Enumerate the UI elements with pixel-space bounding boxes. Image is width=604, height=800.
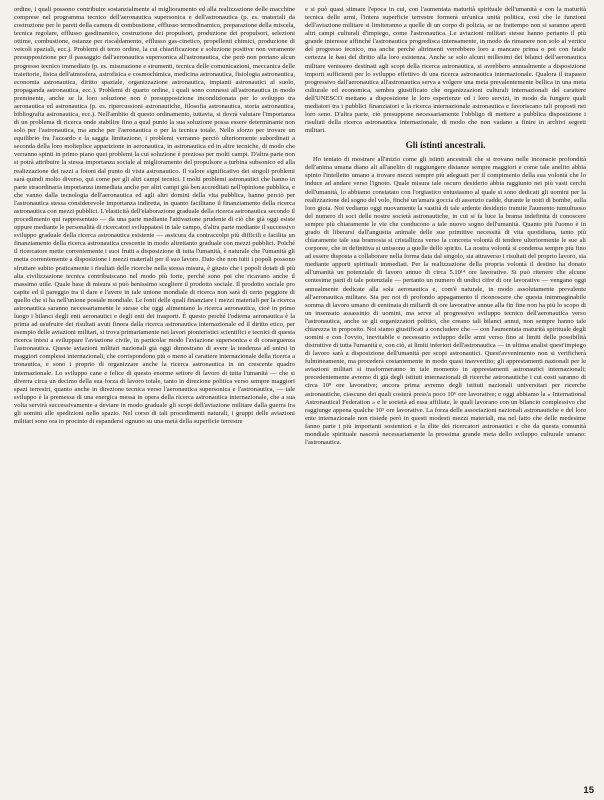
right-text-column	[305, 6, 586, 792]
page-number: 15	[583, 785, 594, 796]
body-paragraph: Ho tentato di mostrare all'inizio come gli istinti ancestrali che si trovano nelle inconscie profondità dell'anima umana diano ali all'anelito di raggiungere distanze sempre maggiori e come tale anelito abbia spinto l'intelletto umano a trovare mezzi sempre più adeguati per il compimento della sua volontà che lo induce ad andare verso l'ignoto. Quale misura tale oscuro desiderio abbia raggiunto nei più vasti cerchi dell'umanità, lo abbiamo constatato con l'orgiastico entusiasmo al quale si sono dedicati gli uomini per la realizzazione del sogno del volo, finché un'amara goccia di assenzio cadde, durante le notti di bombe, sulla loro gioia. Noi vediamo oggi nuovamente la vastità di tale ardente desiderio tramite l'aumento tumultuoso del numero di soci delle nostre società astronautiche, in cui si fa luce la brama indefinita di conoscere sempre più chiaramente le vie che conducono a tale nuovo sogno dell'umanità. Quanto più l'uomo è in grado di liberarsi dall'angustia animale delle sue primitive necessità di vita quotidiana, tanto più chiaramente tale sua bramosia si cristallizza verso la concreta volontà di tendere ulteriormente le sue ali corporee, che in definitiva si unissono a quelle dello spirito. La nostra volontà si condensa sempre più fino ad essere disposta a collaborare nella forma data dal singolo, sia attraverso i risultati del proprio lavoro, sia mediante apporti spirituali immediati. Per la realizzazione della propria volontà il destino ha donato all'umanità un potenziale di lavoro annuo di circa 5.10¹⁴ ore lavorative. Si può ritenere che alcune centesime parti di tale potenziale — pertanto un numero di undici cifre di ore lavorative — vengano oggi annualmente dedicate alla sola aeronautica e, com'è naturale, in modo assolutamente prevalente all'aeronautica militare. Sia per noi di profondo appagamento il riconoscere che questa inimmaginabile somma di lavoro umano di centinaia di miliardi di ore lavorative annue alla fin fine non ha più lo scopo di un insensato assassinio di uomini, ma serve al progressivo sviluppo tecnico dell'aeronautica verso l'astronautica, anche se gli organizzatori politici, che creano tali bilanci annui, non sempre hanno tale chiarezza in proposito. Noi siamo giustificati a concludere che — con l'aumentata maturità spirituale degli uomini e con l'ovvio, inevitabile e necessario sviluppo delle armi verso fino ai limiti delle possibilità distruttive di tutta l'umanità e, con ciò, ai limiti inferiori dell'astronautica — in ultima analisi quest'impiego di lavoro sarà a disposizione dell'umanità per scopi astronautici. Quest'avvenimento non si verificherà fulmineamente, ma procederà costantemente in modo quasi inavvertito; gli apprestamenti nazionali per le aviazioni militari si trasformeranno in tale momento in apprestamenti astronautici internazionali; precedentemente avremo di già degli istituti internazionali di ricerche astronautiche i cui costi saranno di circa 10⁸ ore lavorative; ancora prima avremo degli istituti nazionali universitari per ricerche astronautiche, ciascuno dei quali costerà press'a poco 10⁶ ore lavorative; e oggi abbiamo la « International Astronautical Federation » e le società ad essa affiliate, le quali lavorano con un bilancio complessivo che raggiunge appena qualche 10⁵ ore lavorative. La forza delle associazioni nazionali astronautiche e del loro ente internazionale non risiede però in questi modesti mezzi materiali, ma nel fatto che delle medesime fanno parte i più importanti sostenitori e la élite dei ricercatori astronautici e che da questa comunità mondiale spirituale nascerà necessariamente la prossima grande meta dello sviluppo culturale umano: l'astronautica.	[305, 156, 586, 446]
body-paragraph: e si può quasi stimare l'epoca in cui, con l'aumentata maturità spirituale dell'umanità e con la maturità tecnica delle armi, l'intera superficie terrestre formerà un'unica unità politica, così che le funzioni dell'aviazione militare si limiteranno a quelle di un corpo di polizia, se ne frattempo non si saranno aperti altri campi culturali d'impiego, come l'astronautica. Le aviazioni militari stesse hanno pertanto il più grande interesse affinché l'astronautica progredisca intensamente, in modo da rimanere non solo al vertice del progresso tecnico, ma anche perché altrimenti verrebbero loro a mancare prima o poi con fatale certezza le basi del diritto alla loro esistenza. Anche se solo alcuni millesimi dei bilanci dell'aeronautica militare venissero destinati agli scopi della ricerca astronautica, si avrebbero annualmente a disposizione importi sufficienti per lo sviluppo effettivo di una ricerca astronautica internazionale. Qualora il trapasso progressivo dall'aeronautica all'astronautica serva a volgere una meta prevalentemente bellica in una meta culturale ed economica, sembra giustificato che organizzazioni culturali internazionali del carattere dell'UNESCO mettano a disposizione le loro esperienze ed i loro servizi, in modo da fungere quali mediatori tra i pubblici finanziatori e la ricerca internazionale astronautica e favoriscano tali proposti nei loro seno. D'altra parte, ciò presuppone necessariamente l'obbligo di mettere a pubblica disposizione i risultati della ricerca astronautica internazionale, di modo che non vadano a finire in archivi segreti militari.	[305, 6, 586, 135]
section-heading: Gli istinti ancestrali.	[405, 140, 486, 151]
body-paragraph: ordine, i quali possono contribuire sostanzialmente al miglioramento ed alla realizzazione delle macchine comprese nel programma tecnico dell'aeronautica supersonica e dell'astronautica (p. es. materiali da costruzione per le pareti della camera di combustione, efflusso termodinamico, preparazione della miscela, tecnica regolare, efflusso gasdinamico, costruzione dei propulsori, produzione dei propulsori, selezioni ottime, combustione, ostanze per riscaldamento, efflusso gas-cinetico, propellenti chimici, produzione di veicoli spaziali, ecc.). Problemi di terzo ordine, la cui chiarificazione e soluzione positive non veramente presupposizione per il passaggio dall'aeronautica supersonica all'astronautica, che però non portano alcun progresso tecnico immediato (p. es. misurazione e strumenti, tecnica delle comunicazioni, meccanica delle traiettorie, fisica dell'atmosfera, astrofisica e cosmochimica, medicina astronautica, fisiologia astronautica, economia astronautica, diritto spaziale, organizzazione astronautica, impianti astronautici al suolo, propaganda astronautica, ecc.). Problemi di quarto ordine, i quali sono connessi all'astronautica in modo preminente, anche se la loro soluzione non è presupposizione incondizionata per lo sviluppo tra aeronautica ed astronautica (p. es. ripercussioni astronautiche, filosofia astronautica, storia astronautica, bibliografia astronautica, ecc.). Nell'ambito di questo ordinamento, tuttavia, si dovrà valutare l'importanza di un problema di ricerca onde stabilire fino a qual punto la sua soluzione possa essere determinante non solo per l'astronautica, ma anche per l'aeronautica o per la tecnica totale. Nello sforzo per trovare un equilibrio fra l'azzardo e la saggia limitazione, i problemi verranno perciò ulteriormente subordinati a seconda della loro molteplice apparizione in aeronautica, in astronautica ed in altre tecniche, di modo che verranno spinti in primo piano quei problemi la cui soluzione è preziosa per molti campi. D'altra parte non si potrà attribuire la stessa importanza sociale al miglioramento del propulsore a turbina subsonico ed alla realizzazione dei razzi a fotoni dal punto di vista astronautico. Il valore significativo dei singoli problemi sarà quindi molto diverso, qui come per gli altri campi tecnici. I molti problemi astronautici che hanno in parte straordinaria importanza immediata anche per altri campi già ben accreditati nell'opinione pubblica, e che vanno dalla tecnologia dell'aeronautica ed agli altri domini della vita pubblica, hanno perciò per l'astronautica stessa considerevole importanza indiretta, in quanto facilitano il finanziamento della ricerca astronautica con mezzi pubblici. L'elasticità dell'elaborazione graduale della ricerca astronautica secondo il procedimento qui rappresentato — da una parte mediante l'attivazione prudente di ciò che già oggi esiste oppure mediante le personalità di ricercatori sviluppatesi in tale campo, d'altra parte mediante il successivo sviluppo graduale della ricerca astronautica esistente — assicura da contraccolpi più difficili e facilita un finanziamento della ricerca astronautica crescente in modo altrettanto graduale con mezzi pubblici. Poiché il ricercatore mette correntemente i suoi frutti a disposizione di tutta l'umanità, è naturale che l'umanità gli metta correntemente a disposizione i mezzi materiali per il suo lavoro. Dato che non tutti i popoli possono sfruttare subito praticamente i risultati delle ricerche nella stessa misura, è giusto che i popoli dotati di più alta civilizzazione tecnica contribuiscano nel modo più forte, perché sono poi che ricavano anche il massimo utile. Quale base di misura si può benissimo scegliere il prodotto sociale. Il prodotto sociale pro capite ed il pareggio tra il dare e l'avere in tale unione mondiale di ricerca non sarà di certo peggiore di quello che si ha nell'unione postale mondiale. Le fonti delle quali finanziare i mezzi materiali per la ricerca astronautica saranno necessariamente le stesse che oggi alimentano la ricerca aeronautica, cioè in primo luogo i bilanci degli enti aeronautici e degli enti dei trasporti. È questo perché l'odierna aeronautica è la prima ad usufruire dei risultati avuti finora dalla ricerca astronautica internazionale ed il diritto etico, per esempio delle aviazioni militari, si trova primariamente nei lavori pionieristici scientifici e tecnici di questa ricerca intesi a sviluppare l'aviazione civile, in particolar modo l'aviazione supersonica e di conseguenza l'astronautica. Queste aviazioni militari nazionali già oggi dimostrano di avere la tendenza ad unirsi in maggiori complessi internazionali, che corrispondono più o meno al carattere internazionale della ricerca a tronautica, e sono i proprio di organizzare anche la ricerca astronautica in un crescente quadro internazionale. Lo sviluppo cane e felice di questo enorme settore di lavoro di tutta l'umanità — che si diverra circa un decimo della sua forza di lavoro totale, tanto in direzione politica verso sempre maggiori spazi terrestri, quanto anche in direzione tecnica verso l'aeronautica supersonica e l'astronautica, — tale sviluppo è la premessa di una energica messa in opera della ricerca astronautica internazionale, che a sua volta servirà successivamente a deviare in modo graduale gli scopi dell'aviazione militare dalla guerra fra gli uomini alle spedizioni nello spazio. Nel corso di tali procedimenti naturali, i gruppi delle aviazioni militari sono ora in procinto di espandersi ognuno su una metà della superficie terrestre	[14, 6, 295, 425]
left-text-column	[14, 6, 295, 792]
